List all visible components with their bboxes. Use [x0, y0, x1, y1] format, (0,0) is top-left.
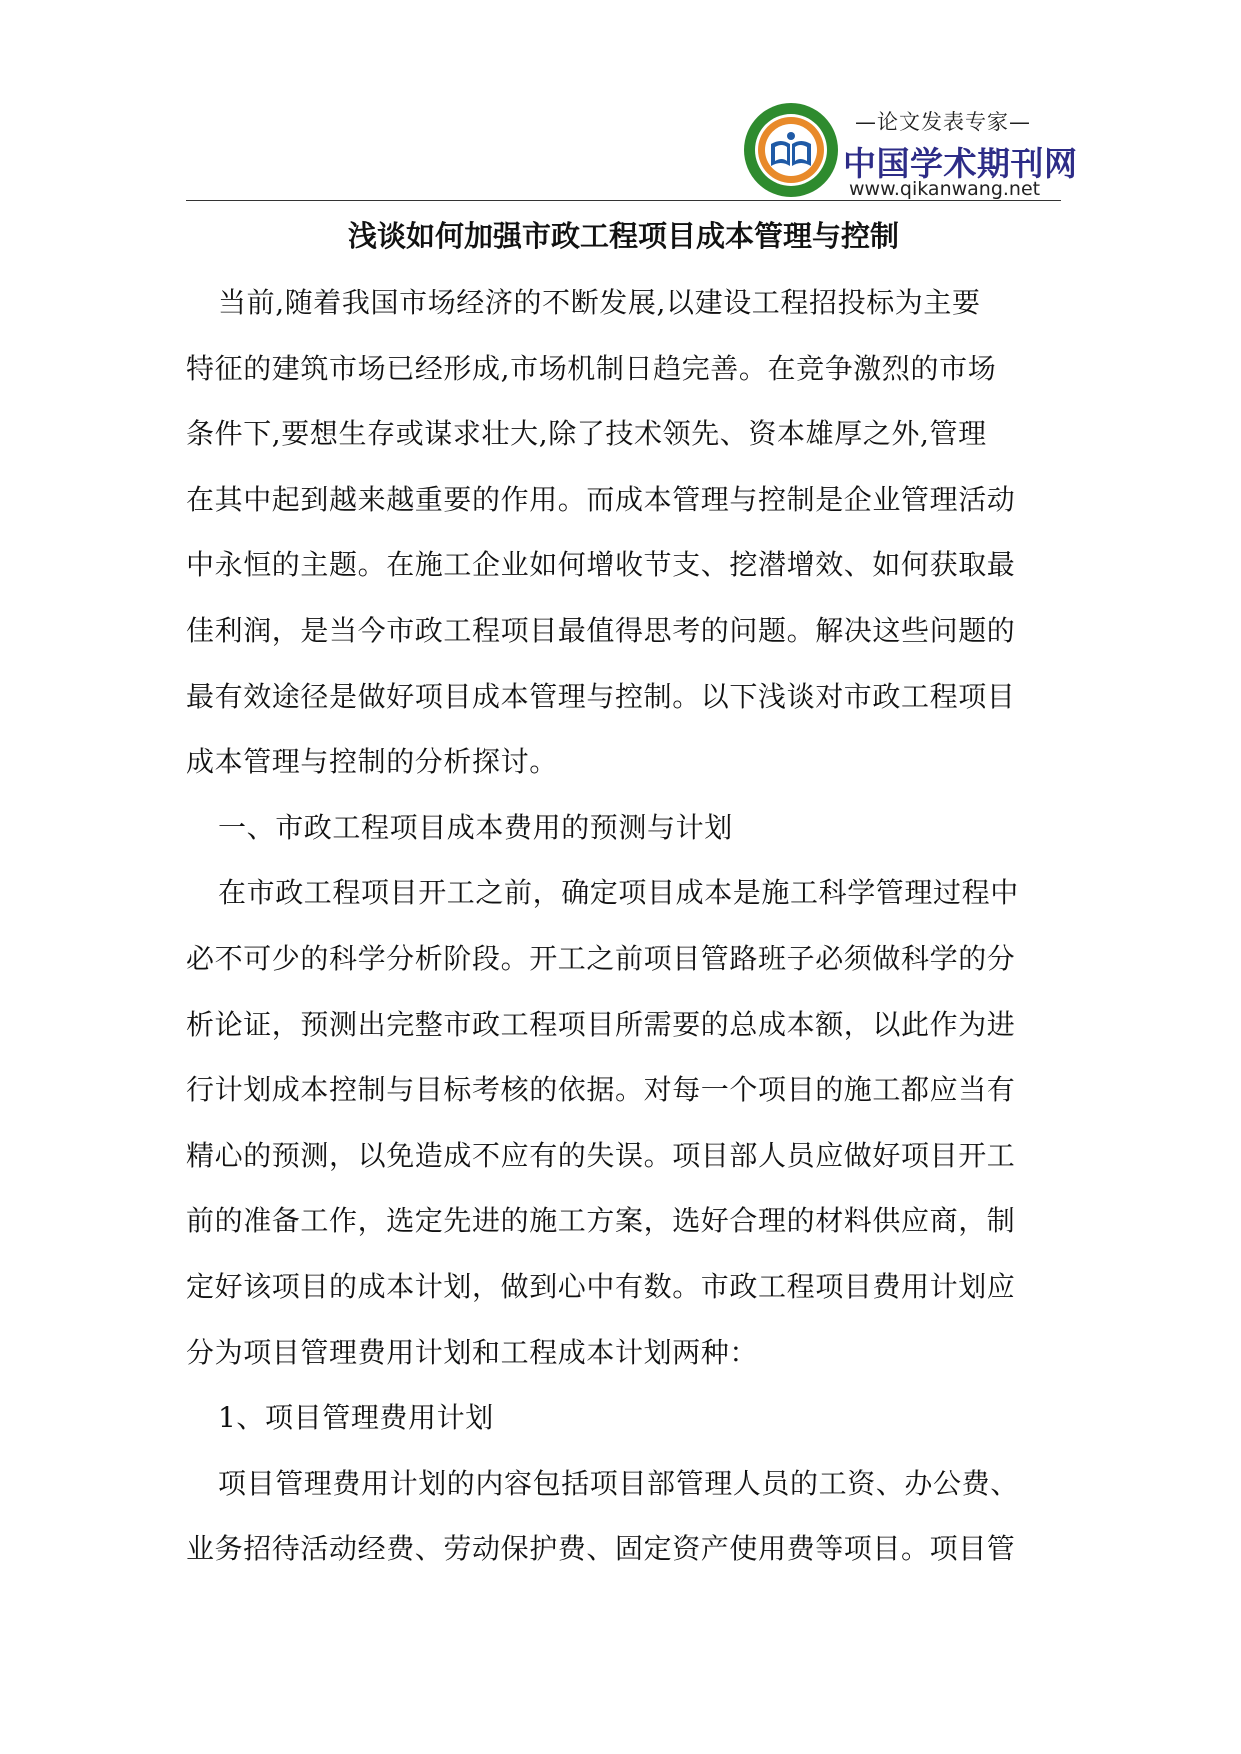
text-line: 成本管理与控制的分析探讨。 — [186, 745, 558, 779]
logo-text — [841, 90, 1078, 200]
qikanwang-logo — [741, 90, 1078, 200]
text-line: 前的准备工作，选定先进的施工方案，选好合理的材料供应商，制 — [186, 1204, 1016, 1238]
text-line: 业务招待活动经费、劳动保护费、固定资产使用费等项目。项目管 — [186, 1532, 1016, 1566]
logo-tagline: —论文发表专家— — [855, 110, 1031, 134]
text-line: 一、市政工程项目成本费用的预测与计划 — [218, 810, 733, 844]
text-line: 项目管理费用计划的内容包括项目部管理人员的工资、办公费、 — [218, 1466, 1019, 1500]
text-line: 必不可少的科学分析阶段。开工之前项目管路班子必须做科学的分 — [186, 941, 1016, 975]
document-title: 浅谈如何加强市政工程项目成本管理与控制 — [347, 219, 899, 253]
text-line: 定好该项目的成本计划，做到心中有数。市政工程项目费用计划应 — [186, 1269, 1016, 1303]
text-line: 当前,随着我国市场经济的不断发展,以建设工程招投标为主要 — [218, 286, 981, 319]
text-line: 1、项目管理费用计划 — [218, 1401, 494, 1435]
text-line: 特征的建筑市场已经形成,市场机制日趋完善。在竞争激烈的市场 — [186, 351, 997, 385]
text-line: 中永恒的主题。在施工企业如何增收节支、挖潜增效、如何获取最 — [186, 548, 1016, 582]
text-line: 最有效途径是做好项目成本管理与控制。以下浅谈对市政工程项目 — [186, 679, 1016, 713]
text-line: 精心的预测，以免造成不应有的失误。项目部人员应做好项目开工 — [186, 1138, 1016, 1172]
header-divider — [186, 200, 1061, 201]
document-body — [186, 270, 1066, 1582]
logo-brand-name: 中国学术期刊网 — [843, 144, 1078, 183]
text-line: 析论证，预测出完整市政工程项目所需要的总成本额，以此作为进 — [186, 1007, 1016, 1041]
logo-url: www.qikanwang.net — [849, 178, 1041, 200]
text-line: 分为项目管理费用计划和工程成本计划两种： — [186, 1335, 759, 1369]
text-line: 佳利润，是当今市政工程项目最值得思考的问题。解决这些问题的 — [186, 613, 1016, 647]
book-seal-icon — [741, 100, 841, 200]
page-header — [186, 84, 1078, 202]
text-line: 在市政工程项目开工之前，确定项目成本是施工科学管理过程中 — [218, 876, 1019, 910]
text-line: 行计划成本控制与目标考核的依据。对每一个项目的施工都应当有 — [186, 1073, 1016, 1107]
text-line: 条件下,要想生存或谋求壮大,除了技术领先、资本雄厚之外,管理 — [186, 417, 987, 451]
text-line: 在其中起到越来越重要的作用。而成本管理与控制是企业管理活动 — [186, 482, 1016, 516]
